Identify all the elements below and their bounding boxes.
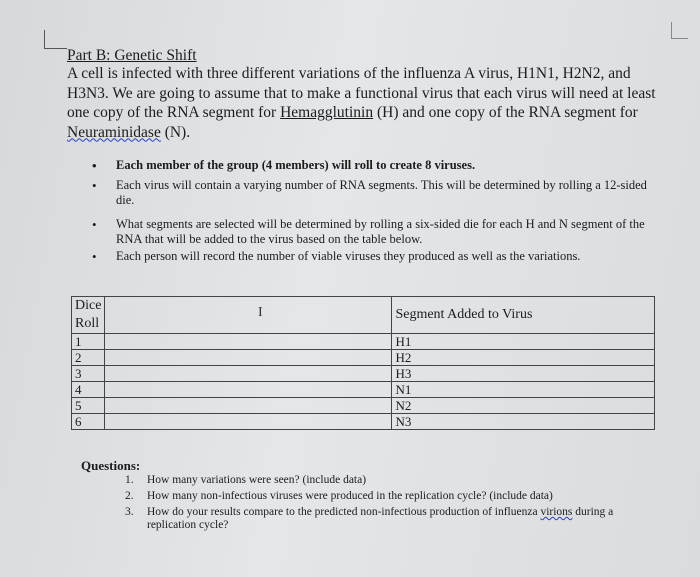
cell-segment: H3 [392, 366, 655, 382]
section-heading: Part B: Genetic Shift [67, 47, 197, 64]
corner-crop-mark [44, 30, 67, 49]
questions-list [121, 474, 661, 535]
instruction-item: • Each virus will contain a varying number of RNA segments. This will be determined by rolling a 12-sided die. [88, 178, 668, 208]
cell-spacer [105, 414, 392, 430]
cell-spacer [105, 366, 392, 382]
header-segment: Segment Added to Virus [392, 297, 655, 334]
table-row [72, 350, 655, 366]
cell-spacer [105, 398, 392, 414]
text-cursor-icon: I [258, 305, 263, 320]
intro-text-2: (H) and one copy of the RNA segment for [373, 104, 638, 121]
question-text: How many variations were seen? (include data) [147, 474, 367, 486]
question-item [121, 506, 661, 532]
neuraminidase-term: Neuraminidase [67, 123, 161, 141]
corner-crop-mark-right [671, 22, 688, 39]
dice-roll-table [71, 296, 655, 430]
table-header-row [72, 297, 655, 334]
cell-spacer [105, 382, 392, 398]
cell-segment: N3 [392, 414, 655, 430]
cell-segment: H1 [392, 334, 655, 350]
cell-roll: 3 [72, 366, 105, 382]
cell-segment: N1 [392, 382, 655, 398]
question-number: 1. [125, 474, 134, 486]
question-text-end: during a replication cycle? [147, 506, 614, 531]
hemagglutinin-term: Hemagglutinin [280, 104, 374, 121]
header-dice-roll: Dice Roll [72, 297, 105, 334]
cell-roll: 5 [72, 398, 105, 414]
questions-title: Questions: [81, 458, 141, 473]
question-text: How do your results compare to the predicted non-infectious production of influenza [147, 506, 541, 518]
instruction-item: • Each member of the group (4 members) will roll to create 8 viruses. [88, 158, 668, 173]
cell-spacer [105, 350, 392, 366]
intro-text-3: (N). [160, 123, 191, 141]
instruction-list [88, 158, 668, 264]
cell-roll: 4 [72, 382, 105, 398]
table-row [72, 334, 655, 350]
question-number: 3. [125, 506, 134, 518]
question-item [121, 474, 661, 487]
instruction-item: • Each person will record the number of viable viruses they produced as well as the variations. [88, 249, 668, 264]
table-row [72, 382, 655, 398]
table-row [72, 414, 655, 430]
intro-text-1: A cell is infected with three different variations of the influenza A virus, H1N1, H2N2, and H3N3. We are going to assume that to make a functional virus that each virus will need at least one copy of the RNA segment for [67, 65, 656, 121]
cell-roll: 6 [72, 414, 105, 430]
cell-roll: 2 [72, 350, 105, 366]
instruction-item: • What segments are selected will be determined by rolling a six-sided die for each H and N segment of the RNA that will be added to the virus based on the table below. [88, 217, 668, 247]
cell-roll: 1 [72, 334, 105, 350]
virions-term: virions [540, 506, 573, 518]
question-item [121, 490, 661, 503]
question-number: 2. [125, 490, 134, 502]
table-row [72, 366, 655, 382]
cell-segment: H2 [392, 350, 655, 366]
cell-segment: N2 [392, 398, 655, 414]
header-spacer [105, 297, 392, 334]
question-text: How many non-infectious viruses were produced in the replication cycle? (include data) [147, 490, 553, 502]
cell-spacer [105, 334, 392, 350]
intro-paragraph [67, 64, 667, 142]
table-row [72, 398, 655, 414]
